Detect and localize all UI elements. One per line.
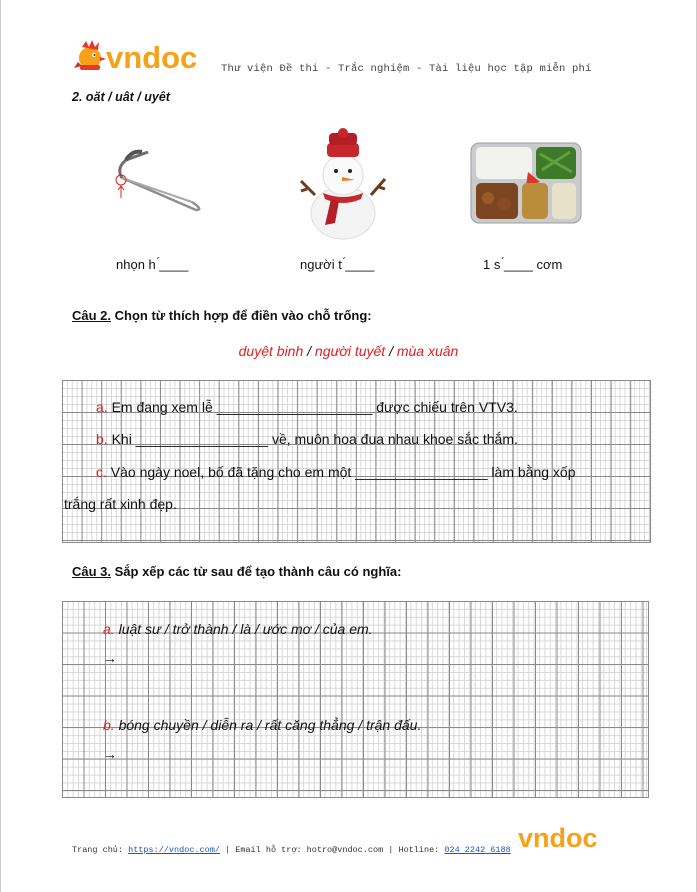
word-option: mùa xuân [396,343,459,359]
word-separator: / [385,343,397,359]
line-label: a. [103,621,115,637]
fill-word-1: nhọn h ́____ [116,257,189,272]
footer-email-text: | Email hỗ trợ: hotro@vndoc.com | Hotline: [219,845,445,855]
footer-home-link[interactable]: https://vndoc.com/ [128,845,220,855]
question-text: Chọn từ thích hợp để điền vào chỗ trống: [111,308,372,323]
word-option: người tuyết [314,343,386,359]
arrange-sentence-b [103,717,421,733]
exercise-line-c [96,464,575,480]
arrange-sentence-a [103,621,373,637]
logo-text: vndoc [106,40,198,75]
question-number: Câu 2. [72,308,112,323]
question-3-title [72,564,401,579]
word-bank [0,343,697,359]
line-text: Em đang xem lễ ____________________ được chiếu trên VTV3. [107,399,518,415]
food-tray-image [470,142,582,224]
question-2-title [72,308,372,323]
line-text: Khi _________________ về, muôn hoa đua nhau khoe sắc thắm. [107,431,518,447]
line-text: bóng chuyền / diễn ra / rất căng thẳng / trận đấu. [114,717,422,733]
line-text: luật sư / trở thành / là / ước mơ / của em. [114,621,373,637]
footer-home-label: Trang chủ: [72,845,129,855]
line-label: a. [96,399,108,415]
safety-pin-image [112,140,208,220]
arrow-icon: → [103,746,117,762]
word-option: duyệt binh [238,343,304,359]
footer-logo[interactable]: vndoc [518,823,598,853]
line-text: Vào ngày noel, bố đã tặng cho em một _________________ làm bằng xốp [106,464,576,480]
fill-word-2: người t ́____ [300,257,375,272]
header-tagline: Thư viện Đề thi - Trắc nghiệm - Tài liệu học tập miễn phí [221,63,592,75]
exercise-line-a [96,399,518,415]
footer [72,845,511,855]
word-separator: / [303,343,315,359]
question-text: Sắp xếp các từ sau để tạo thành câu có nghĩa: [111,564,402,579]
page-edge [0,0,1,892]
arrow-icon: → [103,650,117,666]
exercise-line-c-continued: trắng rất xinh đẹp. [64,496,177,512]
question-number: Câu 3. [72,564,112,579]
rooster-mascot-icon [72,38,108,74]
line-label: b. [96,431,108,447]
snowman-image [297,125,389,241]
footer-hotline-link[interactable]: 024 2242 6188 [444,845,511,855]
fill-word-3: 1 s ́____ cơm [483,257,563,272]
line-label: b. [103,717,115,733]
exercise-line-b [96,431,518,447]
section-title: 2. oăt / uât / uyêt [72,90,170,104]
vndoc-logo[interactable] [72,38,204,74]
line-label: c. [96,464,107,480]
